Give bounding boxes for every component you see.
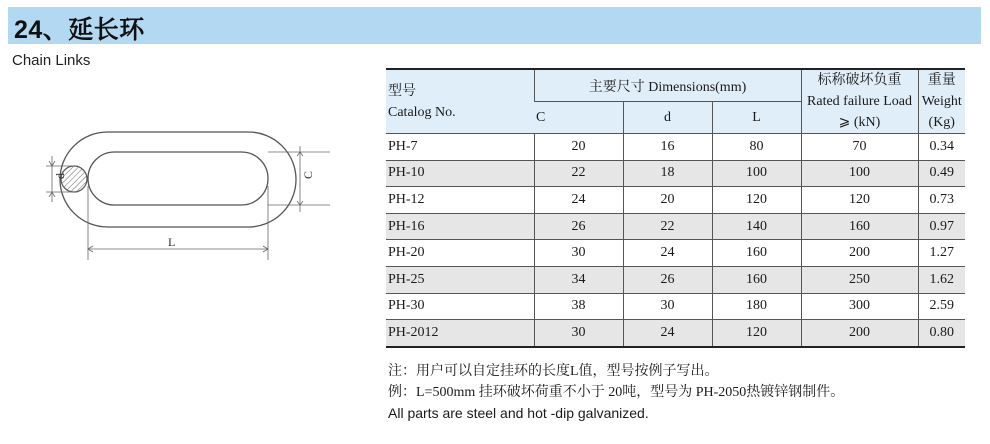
cell-weight: 0.97 bbox=[918, 213, 965, 240]
page-title: 24、延长环 bbox=[14, 16, 145, 44]
cell-load: 120 bbox=[801, 187, 918, 214]
cell-model: PH-7 bbox=[386, 134, 534, 161]
cell-d: 26 bbox=[623, 266, 712, 293]
cell-d: 30 bbox=[623, 293, 712, 320]
cell-d: 24 bbox=[623, 240, 712, 267]
cell-l: 120 bbox=[712, 187, 801, 214]
cell-c: 26 bbox=[534, 213, 623, 240]
cell-d: 24 bbox=[623, 320, 712, 347]
header-d: d bbox=[623, 102, 712, 134]
cell-c: 30 bbox=[534, 240, 623, 267]
table-body bbox=[386, 134, 965, 347]
note-material: All parts are steel and hot -dip galvanized. bbox=[388, 405, 649, 421]
cell-model: PH-2012 bbox=[386, 320, 534, 347]
cell-c: 24 bbox=[534, 187, 623, 214]
spec-table bbox=[386, 68, 965, 348]
header-c: C bbox=[534, 102, 623, 134]
table-header-row bbox=[386, 69, 965, 102]
cell-d: 18 bbox=[623, 160, 712, 187]
cell-weight: 0.80 bbox=[918, 320, 965, 347]
cell-l: 120 bbox=[712, 320, 801, 347]
table-row bbox=[386, 266, 965, 293]
table-row bbox=[386, 293, 965, 320]
link-inner-outline bbox=[88, 152, 268, 205]
cell-load: 200 bbox=[801, 240, 918, 267]
cell-l: 180 bbox=[712, 293, 801, 320]
cell-weight: 1.27 bbox=[918, 240, 965, 267]
header-model: 型号 Catalog No. bbox=[386, 69, 534, 134]
cell-c: 34 bbox=[534, 266, 623, 293]
cell-c: 20 bbox=[534, 134, 623, 161]
header-l: L bbox=[712, 102, 801, 134]
cell-load: 160 bbox=[801, 213, 918, 240]
cell-load: 70 bbox=[801, 134, 918, 161]
dimension-c-label: C bbox=[301, 170, 315, 179]
cell-c: 30 bbox=[534, 320, 623, 347]
table-row bbox=[386, 320, 965, 347]
cell-c: 22 bbox=[534, 160, 623, 187]
cell-weight: 2.59 bbox=[918, 293, 965, 320]
cell-weight: 0.73 bbox=[918, 187, 965, 214]
cell-model: PH-30 bbox=[386, 293, 534, 320]
cell-weight: 0.34 bbox=[918, 134, 965, 161]
cell-l: 80 bbox=[712, 134, 801, 161]
dimension-l-label: L bbox=[168, 235, 176, 249]
cell-model: PH-20 bbox=[386, 240, 534, 267]
table-row bbox=[386, 160, 965, 187]
cell-model: PH-25 bbox=[386, 266, 534, 293]
notes bbox=[388, 361, 844, 424]
cell-model: PH-12 bbox=[386, 187, 534, 214]
cell-l: 160 bbox=[712, 266, 801, 293]
note-example: 例：L=500mm 挂环破坏荷重不小于 20吨，型号为 PH-2050热镀锌钢制件。 bbox=[388, 385, 845, 400]
chain-link-diagram bbox=[38, 128, 338, 263]
header-load: 标称破坏负重 Rated failure Load ⩾ (kN) bbox=[801, 69, 918, 134]
cell-l: 100 bbox=[712, 160, 801, 187]
table-row bbox=[386, 240, 965, 267]
cell-d: 20 bbox=[623, 187, 712, 214]
cell-l: 160 bbox=[712, 240, 801, 267]
title-bar bbox=[8, 7, 981, 44]
table-row bbox=[386, 187, 965, 214]
header-weight: 重量 Weight (Kg) bbox=[918, 69, 965, 134]
cell-model: PH-10 bbox=[386, 160, 534, 187]
cell-load: 200 bbox=[801, 320, 918, 347]
cell-l: 140 bbox=[712, 213, 801, 240]
cell-c: 38 bbox=[534, 293, 623, 320]
note-custom-length: 注：用户可以自定挂环的长度L值，型号按例子写出。 bbox=[388, 364, 719, 379]
cell-weight: 1.62 bbox=[918, 266, 965, 293]
cell-load: 300 bbox=[801, 293, 918, 320]
cell-d: 22 bbox=[623, 213, 712, 240]
link-outer-outline bbox=[60, 132, 296, 227]
cell-model: PH-16 bbox=[386, 213, 534, 240]
cell-load: 250 bbox=[801, 266, 918, 293]
cell-load: 100 bbox=[801, 160, 918, 187]
cell-d: 16 bbox=[623, 134, 712, 161]
table-row bbox=[386, 213, 965, 240]
dimension-d-label: d bbox=[53, 173, 67, 179]
header-dimensions: 主要尺寸 Dimensions(mm) bbox=[534, 69, 801, 102]
cell-weight: 0.49 bbox=[918, 160, 965, 187]
table-row bbox=[386, 134, 965, 161]
page-subtitle: Chain Links bbox=[12, 52, 91, 69]
